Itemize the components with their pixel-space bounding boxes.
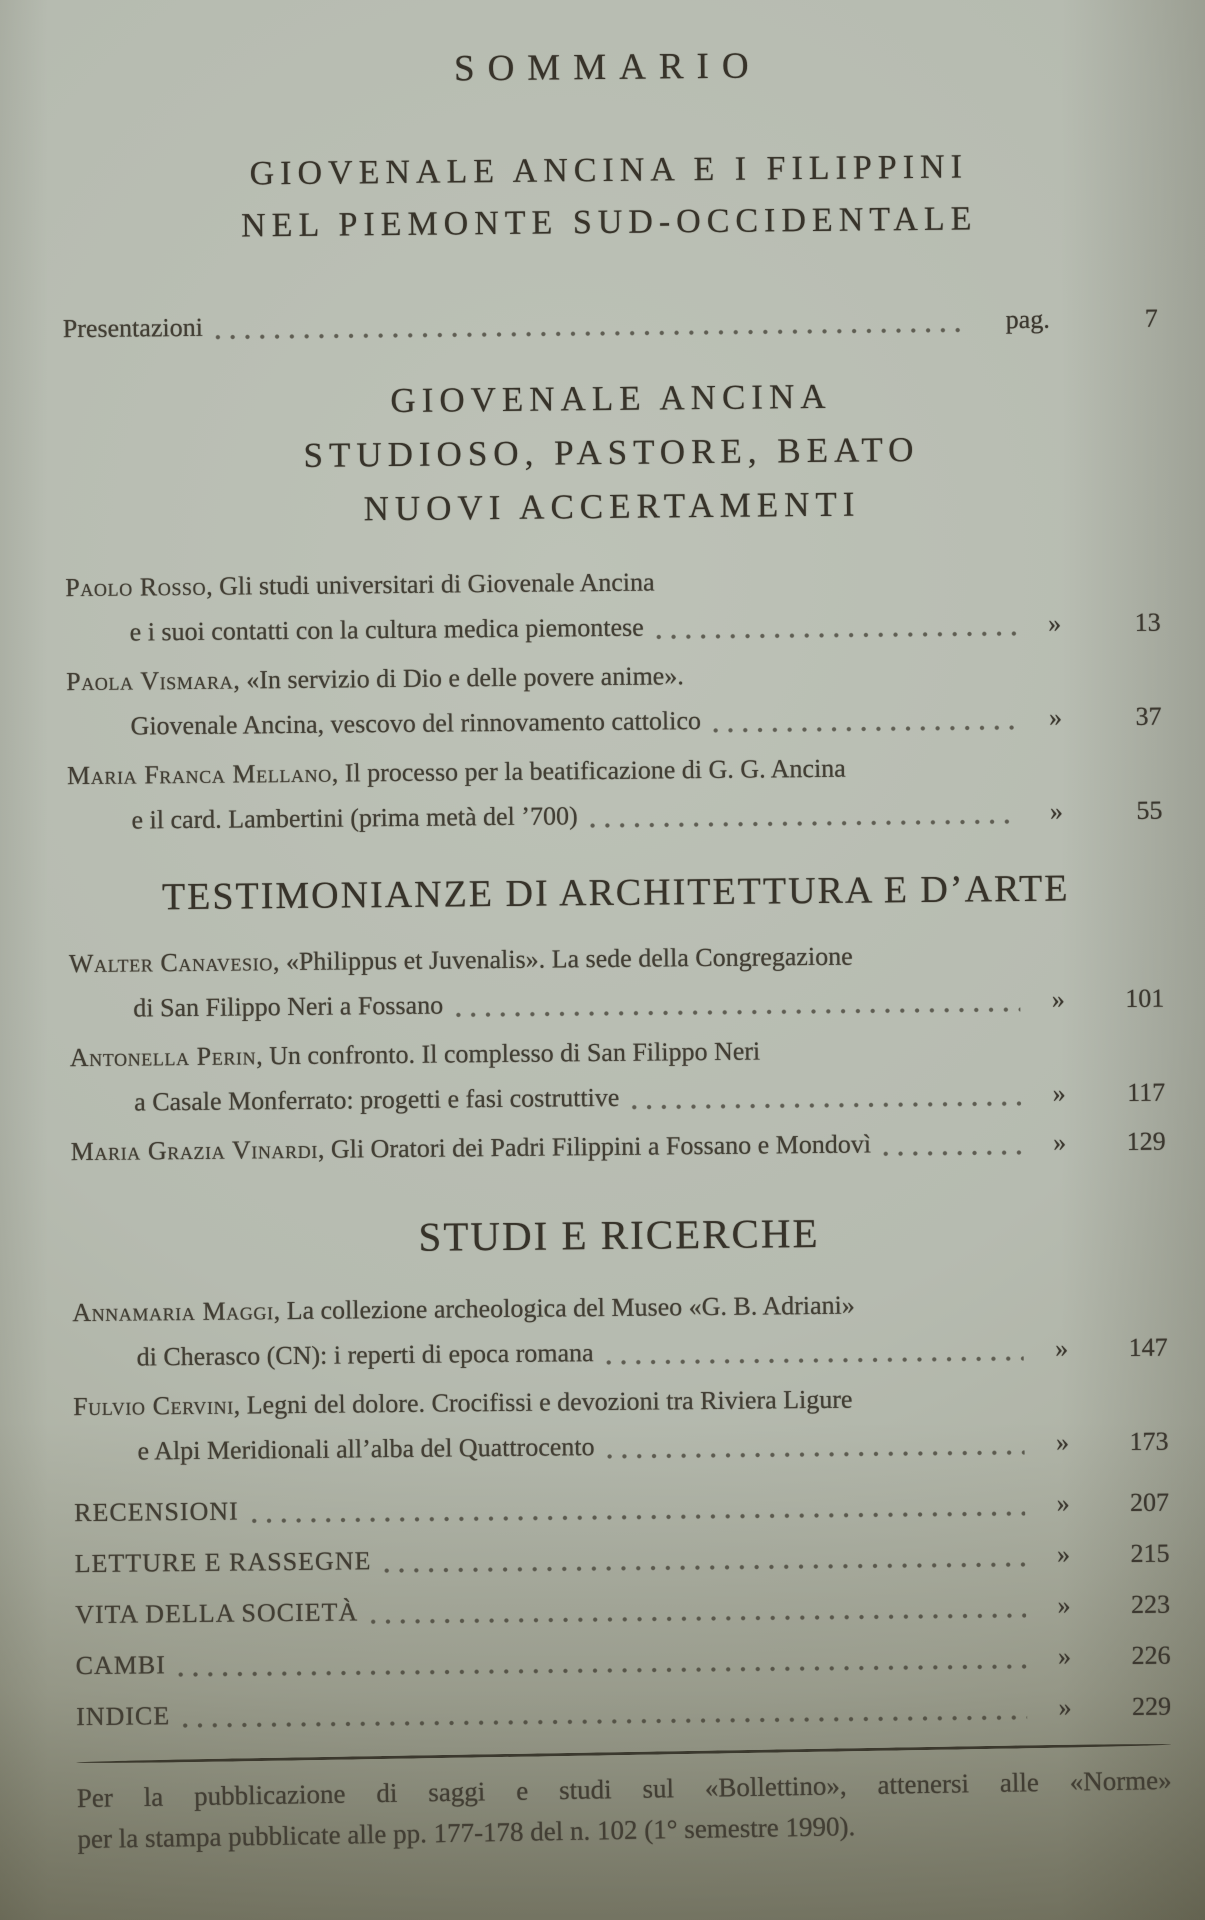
entry-author: Paola Vismara (66, 665, 234, 697)
page-number: 13 (1134, 607, 1161, 637)
entry-author: Walter Canavesio (68, 947, 274, 979)
page-number: 55 (1136, 795, 1163, 825)
section-heading-line: STUDI E RICERCHE (418, 1209, 820, 1260)
footnote (76, 1743, 1172, 1860)
toc-entry-vita (75, 1582, 1170, 1638)
page-number: 173 (1129, 1426, 1169, 1456)
entry-text (74, 1532, 1035, 1586)
entry-text (72, 1281, 1034, 1380)
entry-text (65, 556, 1027, 655)
page-number: 207 (1129, 1487, 1170, 1517)
toc-entry-indice (76, 1684, 1171, 1740)
page-mark: » (1049, 796, 1064, 826)
entry-title: , Un confronto. Il complesso di San Filippo Neri (256, 1036, 761, 1071)
section-heading-ancina (63, 367, 1160, 540)
dot-leader (178, 1663, 1027, 1678)
footnote-rule (76, 1743, 1171, 1764)
page-mark: » (1051, 984, 1065, 1014)
page-number: 226 (1131, 1640, 1171, 1670)
page-number: 215 (1130, 1538, 1170, 1568)
page-mark: » (1054, 1333, 1069, 1363)
toc-entry-vinardi (70, 1119, 1165, 1175)
entry-text (67, 744, 1029, 843)
page-number: 129 (1126, 1126, 1166, 1156)
section-heading-line: NEL PIEMONTE SUD-OCCIDENTALE (240, 200, 978, 245)
page-mark: » (1055, 1427, 1070, 1457)
page-number: 37 (1135, 701, 1162, 731)
entry-author: Annamaria Maggi (72, 1296, 274, 1328)
entry-author: Maria Franca Mellano (66, 758, 332, 791)
entry-text (73, 1375, 1035, 1474)
dot-leader (370, 1612, 1026, 1625)
toc-entry-rosso (65, 555, 1161, 656)
dot-leader (590, 818, 1019, 829)
toc-entry-cervini (73, 1374, 1169, 1475)
section-heading-line: NUOVI ACCERTAMENTI (363, 484, 861, 529)
entry-author: Antonella Perin (69, 1041, 257, 1073)
entry-label: INDICE (75, 1701, 171, 1732)
entry-author: Fulvio Cervini (72, 1390, 234, 1422)
entry-title: , Il processo per la beatificazione di G. G. Ancina (331, 753, 846, 788)
entry-title-continued: e Alpi Meridionali all’alba del Quattrocento (137, 1432, 595, 1466)
section-heading-filippini (61, 140, 1157, 255)
page-number: 223 (1130, 1589, 1171, 1619)
toc-entry-mellano (67, 743, 1163, 844)
dot-leader (215, 327, 966, 341)
dot-leader (383, 1561, 1025, 1574)
section-heading-line: GIOVENALE ANCINA E I FILIPPINI (249, 148, 969, 193)
page-mark: » (1057, 1641, 1072, 1671)
entry-text (66, 650, 1028, 749)
entry-title-continued: Giovenale Ancina, vescovo del rinnovamento cattolico (130, 706, 702, 741)
page-number: 7 (1144, 303, 1158, 333)
page-mark: » (1052, 1078, 1066, 1108)
page-mark: » (1058, 1692, 1072, 1722)
entry-label: RECENSIONI (74, 1496, 239, 1528)
footnote-line: per la stampa pubblicate alle pp. 177-178 del n. 102 (1° semestre 1990). (77, 1811, 856, 1855)
section-heading-studi (71, 1204, 1166, 1267)
page-number: 229 (1131, 1691, 1172, 1721)
entry-title-continued: e il card. Lambertini (prima metà del ’700) (131, 801, 578, 835)
entry-title: , Gli Oratori dei Padri Filippini a Fossano e Mondovì (317, 1129, 872, 1164)
entry-label: VITA DELLA SOCIETÀ (74, 1597, 359, 1630)
section-heading-line: STUDIOSO, PASTORE, BEATO (303, 429, 920, 475)
entry-title: , Gli studi universitari di Giovenale Ancina (206, 567, 655, 601)
entry-text (74, 1481, 1035, 1535)
entry-text (76, 1685, 1037, 1739)
dot-leader (631, 1100, 1021, 1111)
section-heading-line: GIOVENALE ANCINA (390, 376, 832, 421)
toc-entry-vismara (66, 649, 1162, 750)
entry-author: Paolo Rosso (65, 571, 207, 603)
entry-text (69, 932, 1031, 1031)
entry-label: Presentazioni (62, 312, 203, 344)
toc-entry-canavesio (69, 931, 1165, 1032)
entry-text (63, 297, 976, 351)
page-number: 117 (1126, 1077, 1166, 1107)
entry-text (75, 1583, 1036, 1637)
entry-text (75, 1634, 1036, 1688)
section-heading-line: TESTIMONIANZE DI ARCHITETTURA E D’ARTE (161, 867, 1070, 919)
page-mark: » (1056, 1539, 1071, 1569)
page-title: SOMMARIO (453, 45, 762, 90)
dot-leader (455, 1006, 1020, 1018)
section-heading-testimonianze (68, 863, 1163, 924)
toc-entry-cambi (75, 1633, 1170, 1689)
page-mark: » (1057, 1590, 1071, 1620)
toc-entry-recensioni (74, 1480, 1169, 1536)
page-mark: » (1053, 1127, 1067, 1157)
dot-leader (251, 1510, 1025, 1524)
entry-text (70, 1026, 1032, 1125)
entry-label: CAMBI (75, 1650, 167, 1681)
page-mark: pag. (1005, 304, 1050, 335)
entry-title: , Legni del dolore. Crocifissi e devozioni tra Riviera Ligure (233, 1384, 853, 1420)
entry-title-continued: di Cherasco (CN): i reperti di epoca romana (136, 1338, 594, 1372)
dot-leader (607, 1449, 1025, 1460)
toc-entry-perin (70, 1025, 1166, 1126)
page-mark: » (1048, 608, 1062, 638)
page-number: 101 (1125, 983, 1165, 1014)
dot-leader (656, 630, 1017, 640)
entry-title: , La collezione archeologica del Museo «G. B. Adriani» (273, 1290, 855, 1326)
dot-leader (713, 724, 1018, 734)
entry-label: LETTURE E RASSEGNE (74, 1546, 372, 1579)
dot-leader (883, 1149, 1022, 1157)
entry-title-continued: a Casale Monferrato: progetti e fasi costruttive (134, 1082, 620, 1117)
entry-title-continued: di San Filippo Neri a Fossano (133, 990, 444, 1023)
entry-author: Maria Grazia Vinardi (70, 1134, 319, 1167)
dot-leader (606, 1355, 1024, 1366)
page-mark: » (1048, 702, 1063, 732)
page-number: 147 (1128, 1332, 1168, 1362)
footnote-line: Per la pubblicazione di saggi e studi sul «Bollettino», attenersi alle «Norme» (76, 1764, 1172, 1814)
entry-text (70, 1120, 1031, 1174)
toc-entry-maggi (72, 1280, 1168, 1381)
toc-entry-presentazioni (63, 296, 1158, 352)
page-mark: » (1056, 1488, 1070, 1518)
dot-leader (182, 1714, 1027, 1729)
entry-title-continued: e i suoi contatti con la cultura medica piemontese (129, 612, 644, 647)
entry-title: , «Philippus et Juvenalis». La sede della Congregazione (272, 941, 853, 977)
entry-title: , «In servizio di Dio e delle povere anime». (233, 661, 684, 695)
toc-entry-letture (74, 1531, 1169, 1587)
